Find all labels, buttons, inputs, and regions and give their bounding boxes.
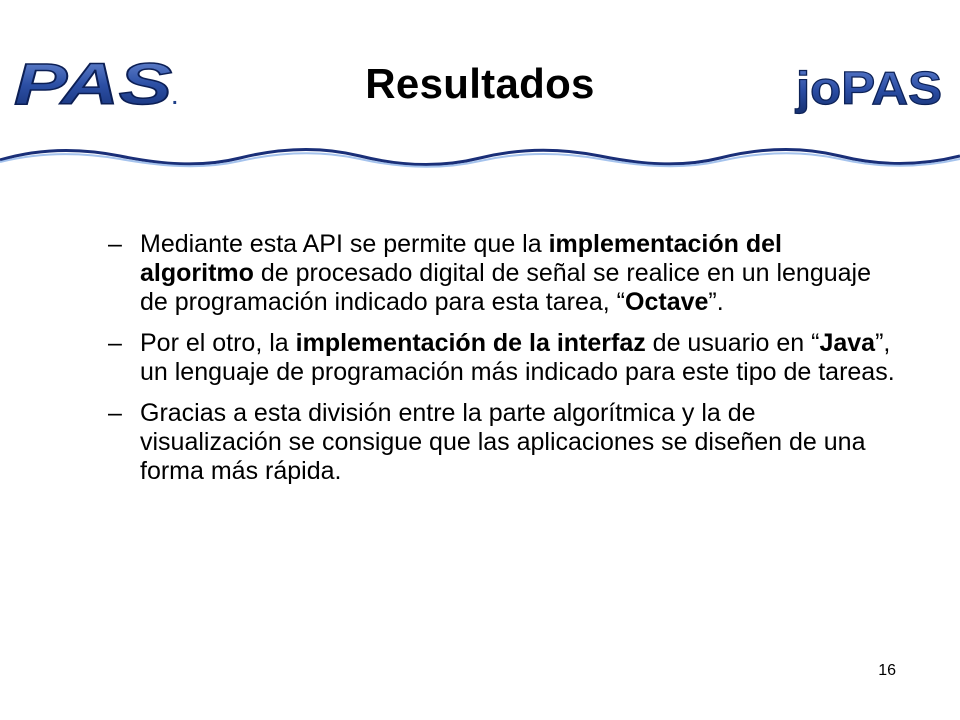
pas-logo-text: PAS [14, 52, 173, 116]
bullet-item [108, 329, 898, 387]
slide-title: Resultados [365, 60, 595, 107]
page-number: 16 [878, 662, 896, 679]
wave-divider [0, 138, 960, 178]
jopas-logo-text: joPAS [794, 62, 942, 114]
pas-logo-dot: . [172, 87, 178, 109]
bullet-item [108, 399, 898, 486]
bullet-dash: – [108, 230, 122, 258]
bullet-text: Gracias a esta división entre la parte algorítmica y la de visualización se consigue que las aplicaciones se diseñen de una forma más rápida. [140, 399, 866, 485]
bullet-item [108, 230, 898, 317]
bullet-dash: – [108, 329, 122, 357]
bullet-text: Por el otro, la implementación de la interfaz de usuario en “Java”, un lenguaje de programación más indicado para este tipo de tareas. [140, 329, 895, 386]
jopas-logo [792, 58, 948, 122]
bullet-list [108, 230, 898, 498]
bullet-text: Mediante esta API se permite que la implementación del algoritmo de procesado digital de señal se realice en un lenguaje de programación indicado para esta tarea, “Octave”. [140, 230, 872, 316]
bullet-dash: – [108, 399, 122, 427]
